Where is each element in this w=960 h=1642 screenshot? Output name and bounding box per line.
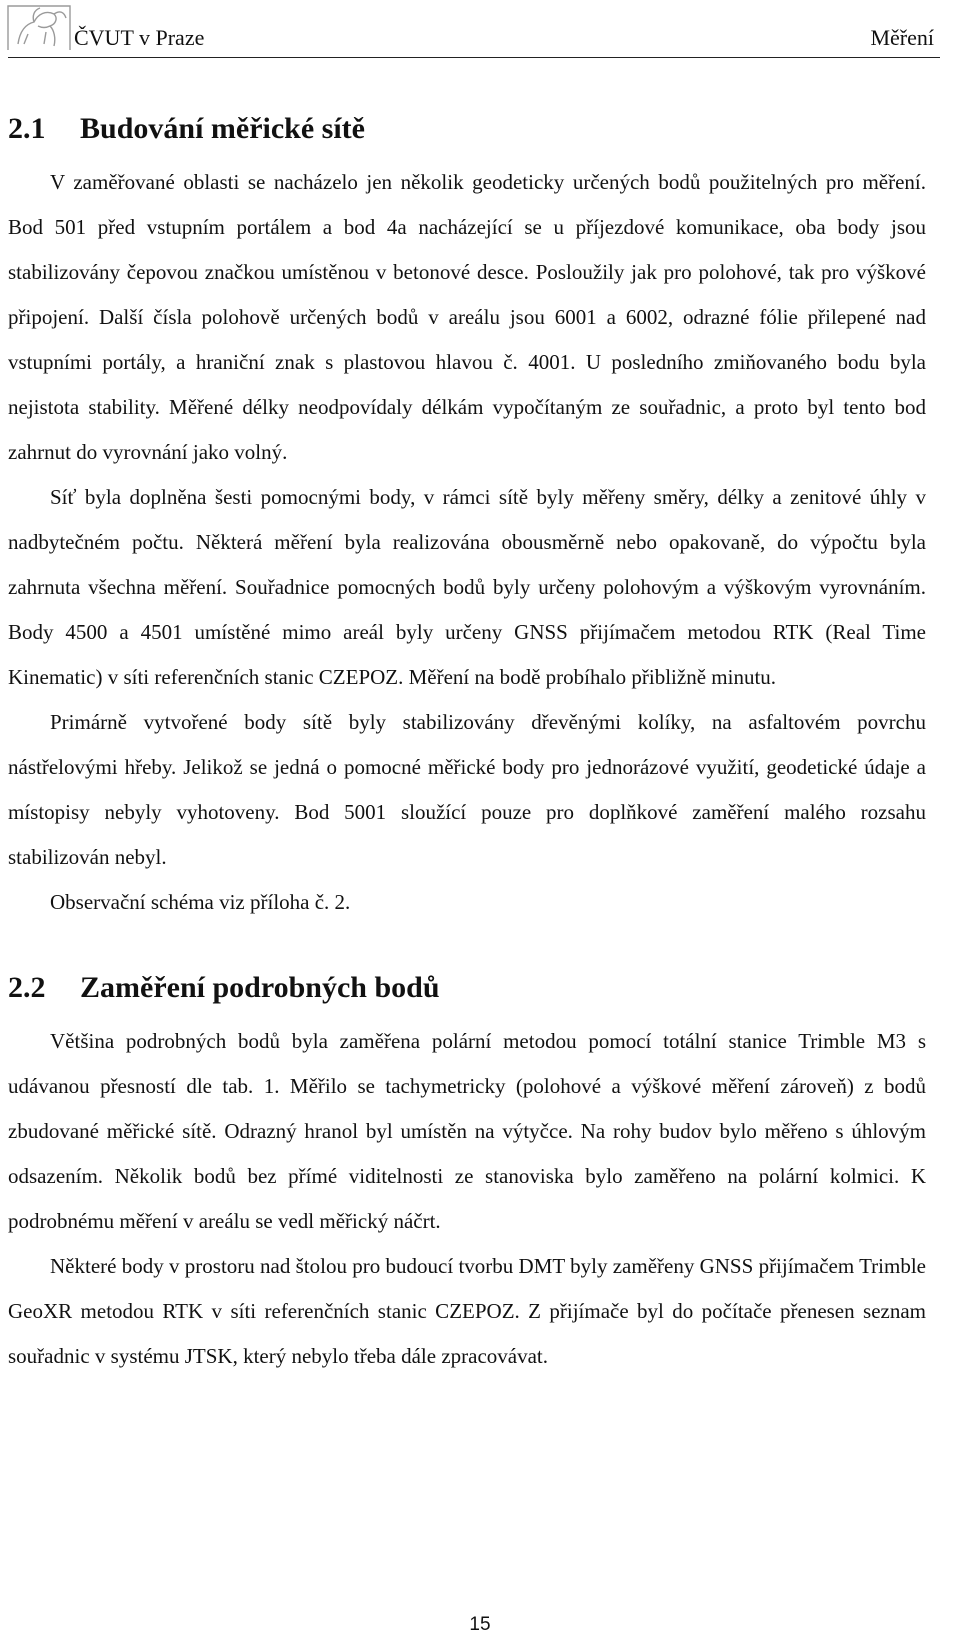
paragraph: Některé body v prostoru nad štolou pro budoucí tvorbu DMT byly zaměřeny GNSS přijímačem Trimble GeoXR metodou RTK v síti referenčních stanic CZEPOZ. Z přijímače byl do počítače přenesen seznam souřadnic v systému JTSK, který nebylo třeba dále zpracovávat. <box>8 1254 926 1368</box>
paragraph: Většina podrobných bodů byla zaměřena polární metodou pomocí totální stanice Trimble M3 s udávanou přesností dle tab. 1. Měřilo se tachymetricky (polohové a výškové měření zároveň) z bodů zbudované měřické sítě. Odrazný hranol byl umístěn na výtyčce. Na rohy budov bylo měřeno s úhlovým odsazením. Několik bodů bez přímé viditelnosti ze stanoviska bylo zaměřeno na polární kolmici. K podrobnému měření v areálu se vedl měřický náčrt. <box>8 1029 926 1233</box>
page-number: 15 <box>469 1614 491 1635</box>
section-title: Budování měřické sítě <box>80 112 365 145</box>
institution-name: ČVUT v Praze <box>74 25 205 50</box>
section-number: 2.1 <box>8 112 46 145</box>
section-heading <box>8 963 926 1013</box>
section-heading <box>8 104 926 154</box>
header-divider <box>8 57 940 58</box>
paragraph: Síť byla doplněna šesti pomocnými body, v rámci sítě byly měřeny směry, délky a zenitové úhly v nadbytečném počtu. Některá měření byla realizována obousměrně nebo opakovaně, do výpočtu byla zahrnuta všechna měření. Souřadnice pomocných bodů byly určeny polohovým a výškovým vyrovnáním. Body 4500 a 4501 umístěné mimo areál byly určeny GNSS přijímačem metodou RTK (Real Time Kinematic) v síti referenčních stanic CZEPOZ. Měření na bodě probíhalo přibližně minutu. <box>8 485 926 689</box>
section-number: 2.2 <box>8 971 46 1004</box>
paragraph: V zaměřované oblasti se nacházelo jen několik geodeticky určených bodů použitelných pro měření. Bod 501 před vstupním portálem a bod 4a nacházející se u příjezdové komunikace, oba body jsou stabilizovány čepovou značkou umístěnou v betonové desce. Posloužily jak pro polohové, tak pro výškové připojení. Další čísla polohově určených bodů v areálu jsou 6001 a 6002, odrazné fólie přilepené nad vstupními portály, a hraniční znak s plastovou hlavou č. 4001. U posledního zmiňovaného bodu byla nejistota stability. Měřené délky neodpovídaly délkám vypočítaným ze souřadnic, a proto byl tento bod zahrnut do vyrovnání jako volný. <box>8 170 926 464</box>
section-title: Zaměření podrobných bodů <box>80 971 440 1004</box>
paragraph: Primárně vytvořené body sítě byly stabilizovány dřevěnými kolíky, na asfaltovém povrchu nástřelovými hřeby. Jelikož se jedná o pomocné měřické body pro jednorázové využití, geodetické údaje a místopisy nebyly vyhotoveny. Bod 5001 sloužící pouze pro doplňkové zaměření malého rozsahu stabilizován nebyl. <box>8 710 926 869</box>
page-header <box>0 0 960 62</box>
lion-crest-icon <box>4 0 74 52</box>
chapter-name: Měření <box>870 25 934 50</box>
document-body <box>8 96 926 1379</box>
paragraph: Observační schéma viz příloha č. 2. <box>50 890 351 914</box>
